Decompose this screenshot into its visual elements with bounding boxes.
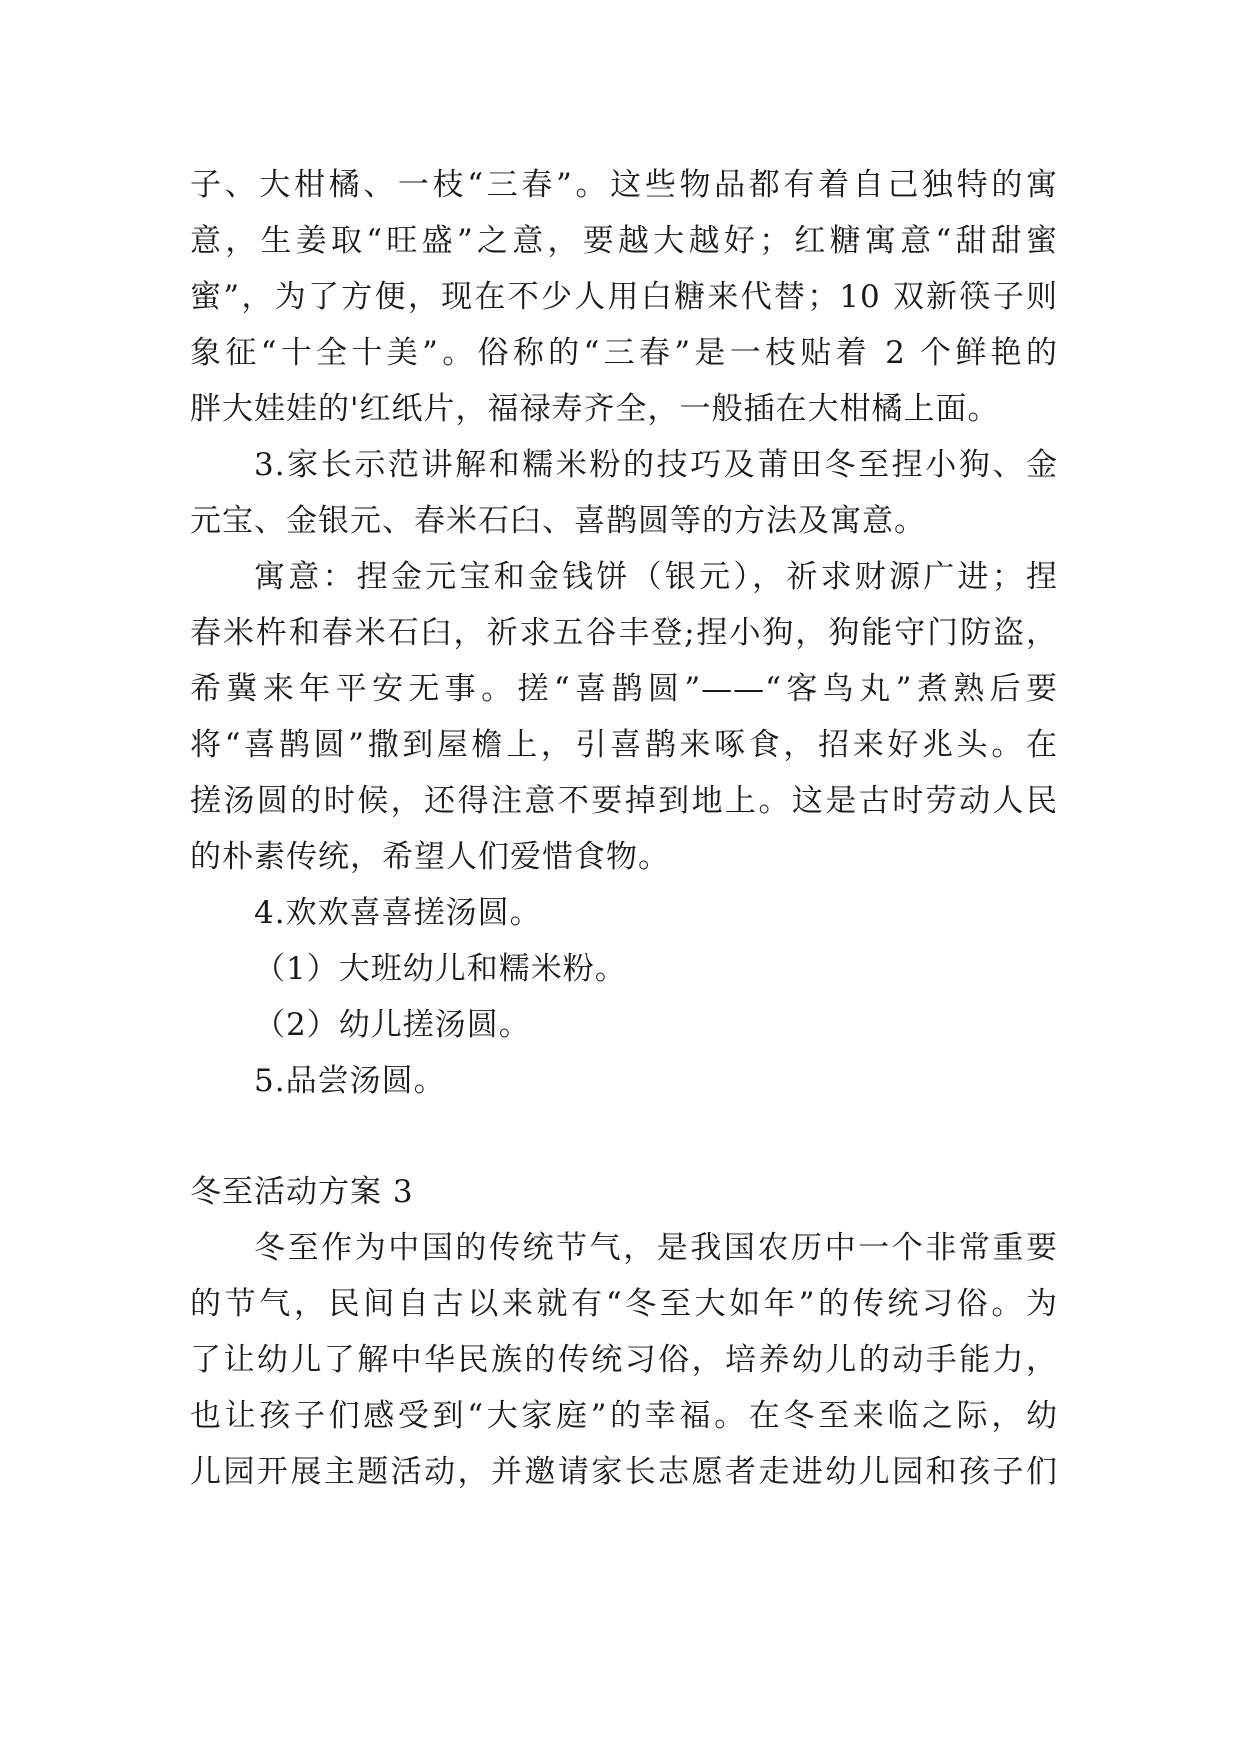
section-title: 冬至活动方案 3 [190, 1174, 414, 1210]
list-item: 4.欢欢喜喜搓汤圆。 [254, 895, 542, 931]
paragraph-line: 将“喜鹊圆”撒到屋檐上，引喜鹊来啄食，招来好兆头。在 [190, 727, 1058, 763]
paragraph-line: 搓汤圆的时候，还得注意不要掉到地上。这是古时劳动人民 [190, 783, 1058, 819]
paragraph-line: 了让幼儿了解中华民族的传统习俗，培养幼儿的动手能力， [190, 1342, 1058, 1378]
paragraph-line: 也让孩子们感受到“大家庭”的幸福。在冬至来临之际，幼 [190, 1398, 1058, 1434]
paragraph-line: 春米杵和春米石臼，祈求五谷丰登;捏小狗，狗能守门防盗， [190, 615, 1058, 651]
paragraph-line: 象征“十全十美”。俗称的“三春”是一枝贴着 2 个鲜艳的 [190, 335, 1058, 371]
list-item: （1）大班幼儿和糯米粉。 [254, 951, 627, 987]
paragraph-line: 3.家长示范讲解和糯米粉的技巧及莆田冬至捏小狗、金 [254, 447, 1058, 483]
paragraph-line: 的朴素传统，希望人们爱惜食物。 [190, 839, 670, 875]
list-item: 5.品尝汤圆。 [254, 1063, 446, 1099]
paragraph-line: 元宝、金银元、春米石臼、喜鹊圆等的方法及寓意。 [190, 503, 926, 539]
paragraph-line: 儿园开展主题活动，并邀请家长志愿者走进幼儿园和孩子们 [190, 1454, 1058, 1490]
paragraph-line: 的节气，民间自古以来就有“冬至大如年”的传统习俗。为 [190, 1286, 1058, 1322]
paragraph-line: 冬至作为中国的传统节气，是我国农历中一个非常重要 [254, 1230, 1058, 1266]
paragraph-line: 意，生姜取“旺盛”之意，要越大越好；红糖寓意“甜甜蜜 [190, 223, 1058, 259]
paragraph-line: 蜜”，为了方便，现在不少人用白糖来代替；10 双新筷子则 [190, 279, 1058, 315]
paragraph-line: 子、大柑橘、一枝“三春”。这些物品都有着自己独特的寓 [190, 167, 1058, 203]
paragraph-line: 希冀来年平安无事。搓“喜鹊圆”——“客鸟丸”煮熟后要 [190, 671, 1058, 707]
paragraph-line: 胖大娃娃的'红纸片，福禄寿齐全，一般插在大柑橘上面。 [190, 391, 1000, 427]
list-item: （2）幼儿搓汤圆。 [254, 1007, 531, 1043]
paragraph-line: 寓意：捏金元宝和金钱饼（银元），祈求财源广进；捏 [254, 559, 1058, 595]
